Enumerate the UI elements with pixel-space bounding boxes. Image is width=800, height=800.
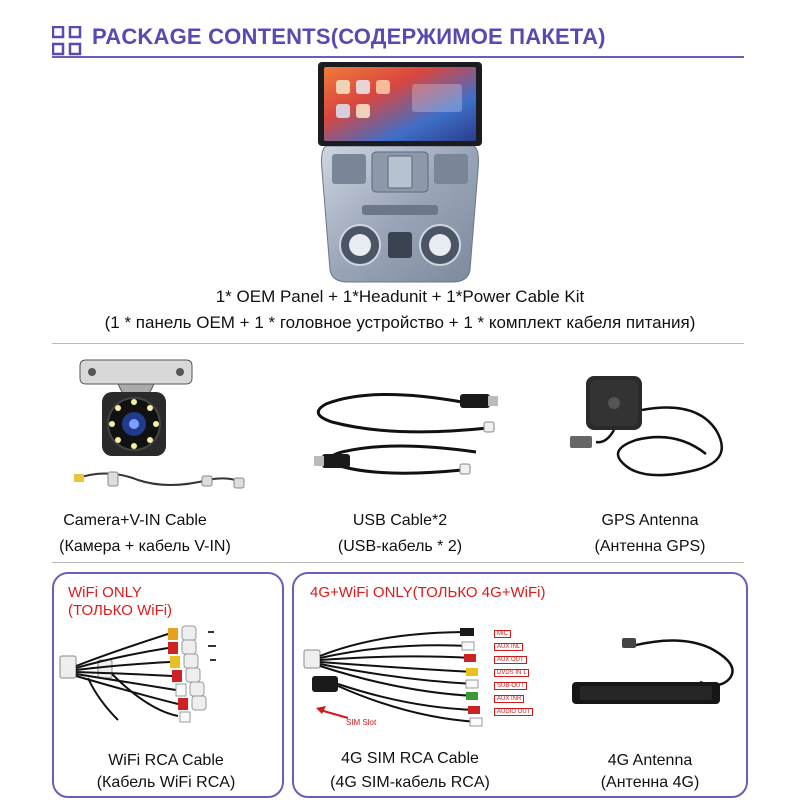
port-label-sub-out: SUB-OUT <box>494 682 527 690</box>
wifi-only-tag: WiFi ONLY <box>68 584 142 601</box>
usb-caption-line1: USB Cable*2 <box>352 512 448 529</box>
divider-2 <box>52 562 744 563</box>
4g-antenna-image <box>560 628 740 718</box>
4g-sim-rca-caption-line2: (4G SIM-кабель RCA) <box>330 774 490 791</box>
port-label-aux-out: AUX OUT <box>494 656 527 664</box>
wifi-rca-cable-image <box>58 620 258 730</box>
header-grid-icon <box>52 26 82 56</box>
camera-caption-line1: Camera+V-IN Cable <box>63 512 207 529</box>
usb-cable-image <box>312 386 502 486</box>
wifi-only-tag-ru: (ТОЛЬКО WiFi) <box>68 602 173 619</box>
4g-antenna-caption-line2: (Антенна 4G) <box>600 774 700 791</box>
main-item-line2: (1 * панель OEM + 1 * головное устройство + 1 * комплект кабеля питания) <box>104 313 696 332</box>
sim-slot-label: SIM Slot <box>346 718 377 727</box>
camera-cable-image <box>68 350 248 500</box>
port-label-mic: MIC <box>494 630 511 638</box>
wifi-rca-caption-line2: (Кабель WiFi RCA) <box>96 774 236 791</box>
port-label-dvds-in: DVDS IN 1 <box>494 669 529 677</box>
gps-caption-line2: (Антенна GPS) <box>594 538 706 555</box>
gps-caption-line1: GPS Antenna <box>601 512 699 529</box>
4g-antenna-caption-line1: 4G Antenna <box>607 752 693 769</box>
headunit-panel-image <box>312 60 488 286</box>
main-item-line1: 1* OEM Panel + 1*Headunit + 1*Power Cable Kit <box>215 287 585 306</box>
camera-caption-line2: (Камера + кабель V-IN) <box>59 538 231 555</box>
port-label-aux-inr: AUX INR <box>494 695 524 703</box>
4g-sim-rca-caption-line1: 4G SIM RCA Cable <box>341 750 479 767</box>
gps-antenna-image <box>566 370 742 496</box>
port-label-aux-inl: AUX INL <box>494 643 523 651</box>
4g-wifi-tag: 4G+WiFi ONLY(ТОЛЬКО 4G+WiFi) <box>310 584 546 601</box>
page-title: PACKAGE CONTENTS(СОДЕРЖИМОЕ ПАКЕТА) <box>92 24 606 49</box>
port-label-audio-out: AUDIO OUT <box>494 708 533 716</box>
usb-caption-line2: (USB-кабель * 2) <box>337 538 463 555</box>
divider-1 <box>52 343 744 344</box>
header-divider <box>52 56 744 58</box>
wifi-rca-caption-line1: WiFi RCA Cable <box>108 752 224 769</box>
